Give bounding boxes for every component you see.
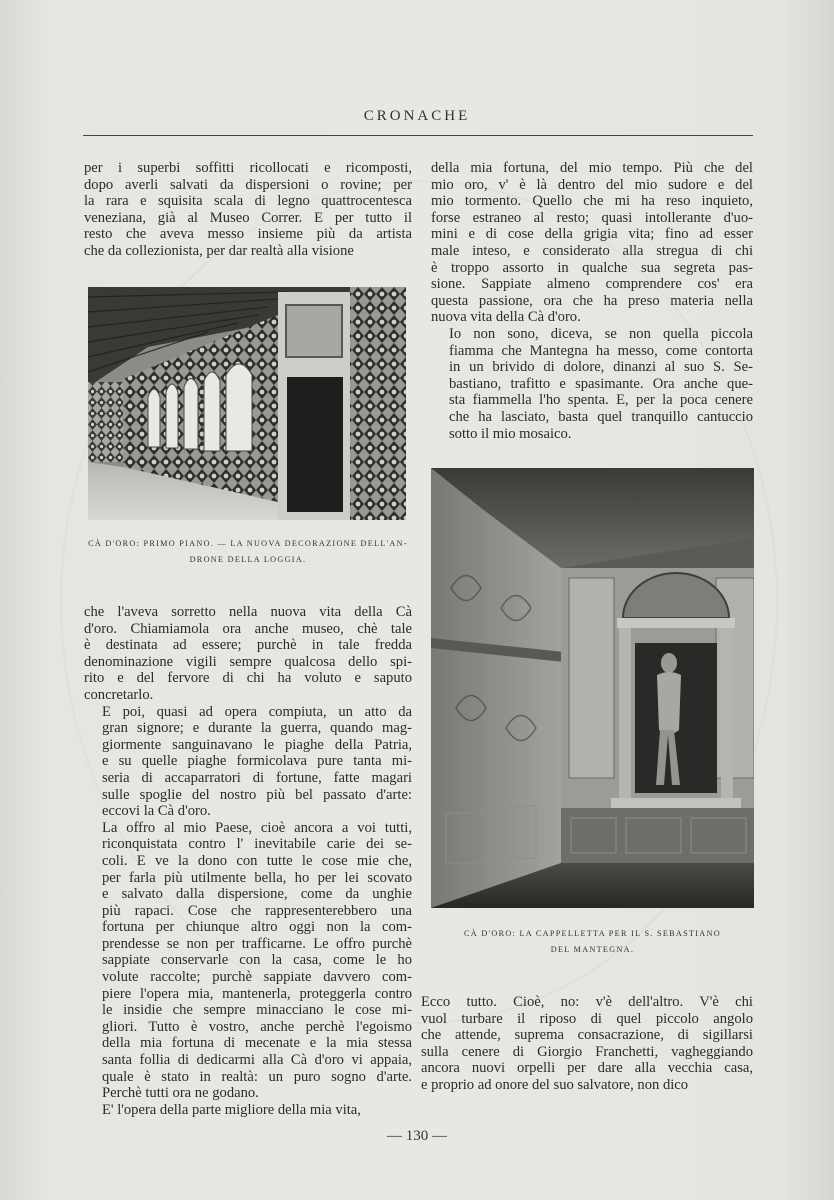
text-line: mio tormento. Quello che mi ha reso inquieto, [431,193,753,210]
caption-line: DRONE DELLA LOGGIA. [189,555,307,564]
text-line: mini e di cose della grigia vita; fino ad esser [431,226,753,243]
photo-caption-1 [84,536,412,568]
text-line: eccovi la Cà d'oro. [102,803,211,820]
text-line: della mia fortuna di mecenate e la mia stessa [102,1035,412,1052]
text-line: sotto il mio mosaico. [449,425,572,442]
text-line: quale è stato in realtà: un puro sogno d'arte. [102,1068,412,1085]
text-line: bastiano, trafitto e spasimante. Ora anche que- [449,375,753,392]
text-column-1 [84,160,412,260]
text-line: volute raccolte; purchè sappiate davvero com- [102,969,412,986]
text-column-3 [84,604,412,1118]
text-line: piere l'opera mia, mantenerla, proteggerla contro [102,985,412,1002]
text-line: nuova vita della Cà d'oro. [431,309,581,326]
text-line: Perchè tutti ora ne godano. [102,1085,259,1102]
paragraph [421,994,753,1094]
text-column-2 [431,160,753,442]
text-line: concretarlo. [84,686,154,703]
paragraph [431,160,753,326]
text-line: e salvato dalla dispersione, come da unghie [102,886,412,903]
text-line: e su quelle piaghe formicolava pure tanta mi- [102,753,412,770]
text-line: seria di accaparratori di fortune, fatte magari [102,769,412,786]
text-line: denominazione vigili sempre qualcosa dello spi- [84,653,412,670]
text-line: per farla più utilmente bella, ho per lei scovato [102,869,412,886]
text-line: forse estraneo al resto; quasi intollerante d'uo- [431,209,753,226]
paragraph [84,160,412,260]
text-line: della mia fortuna, del mio tempo. Più che del [431,160,753,176]
text-line: più rapaci. Cose che rappresenterebbero una [102,902,412,919]
text-line: la rara e squisita scala di legno quattrocentesca [84,193,412,210]
text-line: sta fiammella l'ho spenta. E, per la poca cenere [449,392,753,409]
text-line: Ecco tutto. Cioè, no: v'è dell'altro. V'è chi [421,994,753,1010]
page-number: — 130 — [387,1128,447,1144]
text-line: dopo averli salvati da dispersioni o rovine; per [84,176,412,193]
text-line: prendesse se non per trafficarne. Le offro purchè [102,935,412,952]
text-line: che l'aveva sorretto nella nuova vita della Cà [84,604,412,620]
paragraph [84,1102,412,1119]
text-line: La offro al mio Paese, cioè ancora a voi tutti, [102,819,412,836]
text-line: questa passione, ora che ha preso materia nella [431,292,753,309]
text-line: fiamma che Mantegna ha messo, come contorta [449,342,753,359]
text-line: è troppo assorto in qualche sua segreta pas- [431,259,753,276]
text-line: sione. Sappiate almeno comprendere cos' era [431,276,753,293]
text-line: che attende, suprema consacrazione, di sigillarsi [421,1027,753,1044]
text-line: vuol turbare il riposo di quel piccolo angolo [421,1010,753,1027]
text-line: male inteso, e considerato alla stregua di chi [431,242,753,259]
text-line: E poi, quasi ad opera compiuta, un atto da [102,703,412,720]
text-line: santa follia di dedicarmi alla Cà d'oro vi appaia, [102,1052,412,1069]
text-line: fortuna per chiunque altro oggi non la com- [102,919,412,936]
text-line: e proprio ad onore del suo salvatore, non dico [421,1076,689,1093]
text-column-4 [421,994,753,1094]
text-line: gran signore; e durante la guerra, quando mag- [102,720,412,737]
photo-androne-loggia-image [88,287,406,520]
text-line: rito e del fervore di chi ha voluto e saputo [84,670,412,687]
text-line: è destinata ad essere; purchè in tale fredda [84,637,412,654]
paragraph [84,704,412,820]
caption-line: DEL MANTEGNA. [550,945,635,954]
photo-cappelletta-image [431,468,754,908]
text-line: coli. E ve la dono con tutte le cose mie che, [102,852,412,869]
text-line: veneziana, già al Museo Correr. E per tutto il [84,209,412,226]
text-line: sappiate conservarle con la casa, come le ho [102,952,412,969]
text-line: E' l'opera della parte migliore della mia vita, [102,1101,361,1118]
paragraph [84,604,412,704]
text-line: sulle spoglie del nostro più bel passato d'arte: [102,786,412,803]
text-line: sulla cenere di Giorgio Franchetti, vagheggiando [421,1043,753,1060]
text-line: che da collezionista, per dar realtà alla visione [84,242,354,259]
photo-cappelletta [431,468,754,908]
text-line: ancora nuovi orpelli per dare alla vecchia casa, [421,1060,753,1077]
paragraph [84,820,412,1102]
photo-caption-2 [431,926,754,958]
header-rule [83,135,753,136]
text-line: che ha lasciato, basta quel tranquillo cantuccio [449,408,753,425]
text-line: giormente sanguinavano le piaghe della Patria, [102,736,412,753]
caption-line: CÀ D'ORO: PRIMO PIANO. — LA NUOVA DECORAZIONE DELL'AN- [88,539,408,548]
text-line: gliori. Tutto è vostro, anche perchè l'egoismo [102,1018,412,1035]
text-line: per i superbi soffitti ricollocati e ricomposti, [84,160,412,176]
text-line: resto che aveva messo insieme più da artista [84,226,412,243]
text-line: Io non sono, diceva, se non quella piccola [449,325,753,342]
text-line: riconquistata contro l' inevitabile carie dei se- [102,836,412,853]
text-line: mio oro, v' è là dentro del mio sudore e del [431,176,753,193]
caption-line: CÀ D'ORO: LA CAPPELLETTA PER IL S. SEBASTIANO [464,929,721,938]
text-line: in un brivido di dolore, dinanzi al suo S. Se- [449,359,753,376]
photo-androne-loggia [88,287,406,520]
text-line: le insidie che sempre minacciano le cose mi- [102,1002,412,1019]
running-header: CRONACHE [363,108,471,124]
paragraph [431,326,753,442]
text-line: d'oro. Chiamiamola ora anche museo, chè tale [84,620,412,637]
